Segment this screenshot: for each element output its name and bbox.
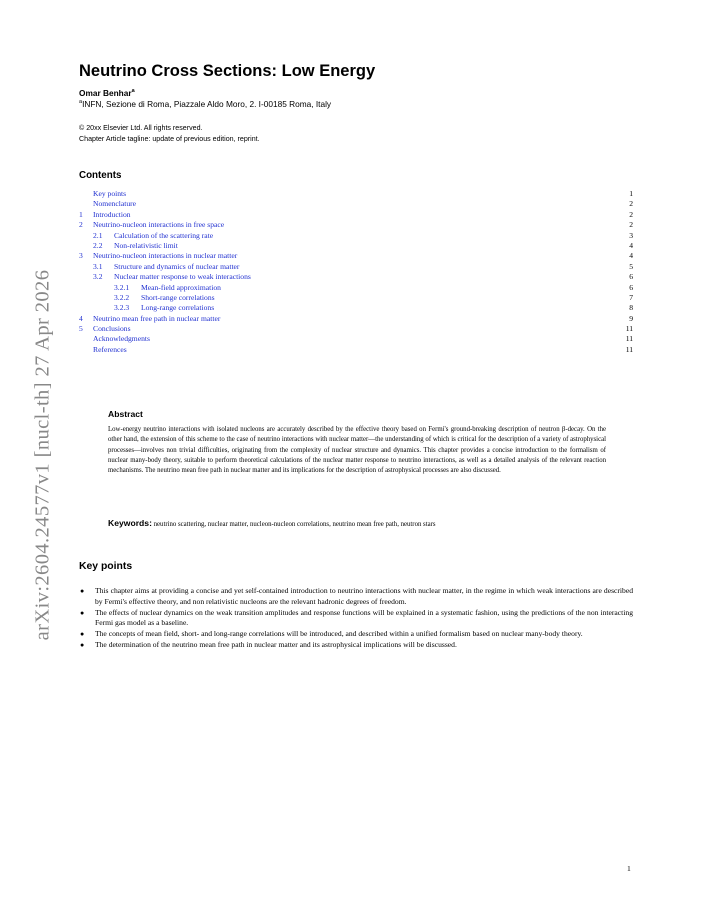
toc-entry[interactable] xyxy=(79,199,633,209)
key-point-text: The determination of the neutrino mean free path in nuclear matter and its astrophysical implications will be discussed. xyxy=(95,639,457,649)
toc-entry-link[interactable]: Introduction xyxy=(93,209,131,219)
toc-entry-link[interactable]: Structure and dynamics of nuclear matter xyxy=(114,261,240,271)
toc-entry-page: 2 xyxy=(629,209,633,219)
bullet-icon: ● xyxy=(80,630,85,639)
bullet-icon: ● xyxy=(80,640,85,649)
copyright-notice: © 20xx Elsevier Ltd. All rights reserved. xyxy=(79,124,203,132)
toc-entry-link[interactable]: Mean-field approximation xyxy=(141,282,221,292)
toc-entry-page: 2 xyxy=(629,220,633,230)
toc-entry-number[interactable]: 4 xyxy=(79,313,83,323)
affiliation-marker: a xyxy=(79,99,83,106)
author-line xyxy=(79,88,135,98)
toc-entry-number[interactable]: 3.2 xyxy=(93,272,103,282)
toc-entry-number[interactable]: 3 xyxy=(79,251,83,261)
toc-entry[interactable] xyxy=(79,324,633,334)
toc-entry-number[interactable]: 3.2.2 xyxy=(114,292,130,302)
key-point-item xyxy=(79,629,633,640)
toc-entry-link[interactable]: Short-range correlations xyxy=(141,292,215,302)
page-number: 1 xyxy=(627,864,631,873)
toc-entry-link[interactable]: References xyxy=(93,344,127,354)
toc-entry-page: 5 xyxy=(629,261,633,271)
key-point-text: The effects of nuclear dynamics on the weak transition amplitudes and response functions will be explained in a systematic fashion, using the predictions of the non interacting Fermi gas model as a baseline. xyxy=(95,607,633,628)
toc-entry-link[interactable]: Neutrino mean free path in nuclear matter xyxy=(93,313,221,323)
author-name: Omar Benhar xyxy=(79,88,132,98)
toc-entry-page: 6 xyxy=(629,282,633,292)
contents-heading: Contents xyxy=(79,170,122,181)
key-point-item xyxy=(79,586,633,608)
toc-entry-page: 8 xyxy=(629,303,633,313)
toc-entry-page: 4 xyxy=(629,240,633,250)
toc-entry-page: 11 xyxy=(625,344,633,354)
toc-entry-link[interactable]: Acknowledgments xyxy=(93,334,150,344)
toc-entry[interactable] xyxy=(79,345,633,355)
toc-entry-link[interactable]: Conclusions xyxy=(93,324,131,334)
toc-entry[interactable] xyxy=(79,283,633,293)
toc-entry-link[interactable]: Key points xyxy=(93,189,127,198)
toc-entry[interactable] xyxy=(79,293,633,303)
toc-entry[interactable] xyxy=(79,210,633,220)
abstract-heading: Abstract xyxy=(108,409,143,419)
toc-entry-number[interactable]: 3.1 xyxy=(93,261,103,271)
key-points-list xyxy=(79,586,633,651)
toc-entry-page: 7 xyxy=(629,292,633,302)
toc-entry-page: 4 xyxy=(629,251,633,261)
paper-title: Neutrino Cross Sections: Low Energy xyxy=(79,62,376,80)
toc-entry-number[interactable]: 5 xyxy=(79,324,83,334)
chapter-tagline: Chapter Article tagline: update of previous edition, reprint. xyxy=(79,135,260,143)
affiliation-text: INFN, Sezione di Roma, Piazzale Aldo Moro, 2. I-00185 Roma, Italy xyxy=(82,99,332,109)
toc-entry[interactable] xyxy=(79,262,633,272)
toc-entry-link[interactable]: Non-relativistic limit xyxy=(114,240,178,250)
toc-entry-number[interactable]: 2.2 xyxy=(93,240,103,250)
toc-entry-link[interactable]: Long-range correlations xyxy=(141,303,215,313)
toc-entry-link[interactable]: Nomenclature xyxy=(93,199,137,209)
key-points-heading: Key points xyxy=(79,561,133,572)
key-point-text: The concepts of mean field, short- and long-range correlations will be introduced, and described within a unified formalism based on nuclear many-body theory. xyxy=(95,629,583,639)
toc-entry[interactable] xyxy=(79,189,633,199)
toc-entry[interactable] xyxy=(79,314,633,324)
toc-entry-page: 2 xyxy=(629,199,633,209)
toc-entry-page: 1 xyxy=(629,189,633,198)
table-of-contents xyxy=(79,189,633,355)
keywords-text: neutrino scattering, nuclear matter, nucleon-nucleon correlations, neutrino mean free path, neutron stars xyxy=(153,521,436,528)
toc-entry[interactable] xyxy=(79,334,633,344)
toc-entry-number[interactable]: 1 xyxy=(79,209,83,219)
toc-entry-number[interactable]: 3.2.1 xyxy=(114,282,130,292)
toc-entry-number[interactable]: 2 xyxy=(79,220,83,230)
toc-entry-page: 3 xyxy=(629,230,633,240)
affiliation-line xyxy=(79,99,331,109)
toc-entry[interactable] xyxy=(79,241,633,251)
toc-entry-link[interactable]: Nuclear matter response to weak interactions xyxy=(114,272,251,282)
key-point-item xyxy=(79,640,633,651)
keywords-label: Keywords: xyxy=(108,518,152,528)
bullet-icon: ● xyxy=(80,587,85,595)
toc-entry[interactable] xyxy=(79,303,633,313)
key-point-item xyxy=(79,608,633,630)
toc-entry-link[interactable]: Neutrino-nucleon interactions in nuclear matter xyxy=(93,251,238,261)
toc-entry-page: 9 xyxy=(629,313,633,323)
keywords-line xyxy=(108,518,436,528)
bullet-icon: ● xyxy=(80,608,85,617)
toc-entry[interactable] xyxy=(79,251,633,261)
arxiv-identifier-stamp: arXiv:2604.24577v1 [nucl-th] 27 Apr 2026 xyxy=(31,269,54,641)
toc-entry-link[interactable]: Neutrino-nucleon interactions in free space xyxy=(93,220,225,230)
toc-entry-page: 11 xyxy=(625,334,633,344)
author-affiliation-marker: a xyxy=(131,88,135,95)
toc-entry-page: 6 xyxy=(629,272,633,282)
toc-entry-link[interactable]: Calculation of the scattering rate xyxy=(114,230,214,240)
toc-entry-page: 11 xyxy=(625,324,633,334)
toc-entry[interactable] xyxy=(79,220,633,230)
toc-entry[interactable] xyxy=(79,231,633,241)
toc-entry-number[interactable]: 2.1 xyxy=(93,230,103,240)
toc-entry-number[interactable]: 3.2.3 xyxy=(114,303,130,313)
abstract-text: Low-energy neutrino interactions with isolated nucleons are accurately described by the effective theory based on Fermi's ground-breaking description of neutron β-decay. On the other hand, the extension of this scheme to the case of neutrino interactions with nuclear matter—the understanding of which is critical for the description of a variety of astrophysical processes—involves non trivial difficulties, originating from the complexity of nuclear structure and dynamics. This chapter provides a concise introduction to the formalism of nuclear many-body theory, suitable to perform theoretical calculations of the nuclear matter response to neutrino interactions, as well as a detailed analysis of the relevant reaction mechanisms. The neutrino mean free path in nuclear matter and its implications for the description of astrophysical processes are also discussed. xyxy=(108,426,606,475)
toc-entry[interactable] xyxy=(79,272,633,282)
key-point-text: This chapter aims at providing a concise and yet self-contained introduction to neutrino interactions with nuclear matter, in the regime in which weak interactions are described by Fermi's effective theory, and non relativistic nucleons are the relevant hadronic degrees of freedom. xyxy=(95,586,633,606)
